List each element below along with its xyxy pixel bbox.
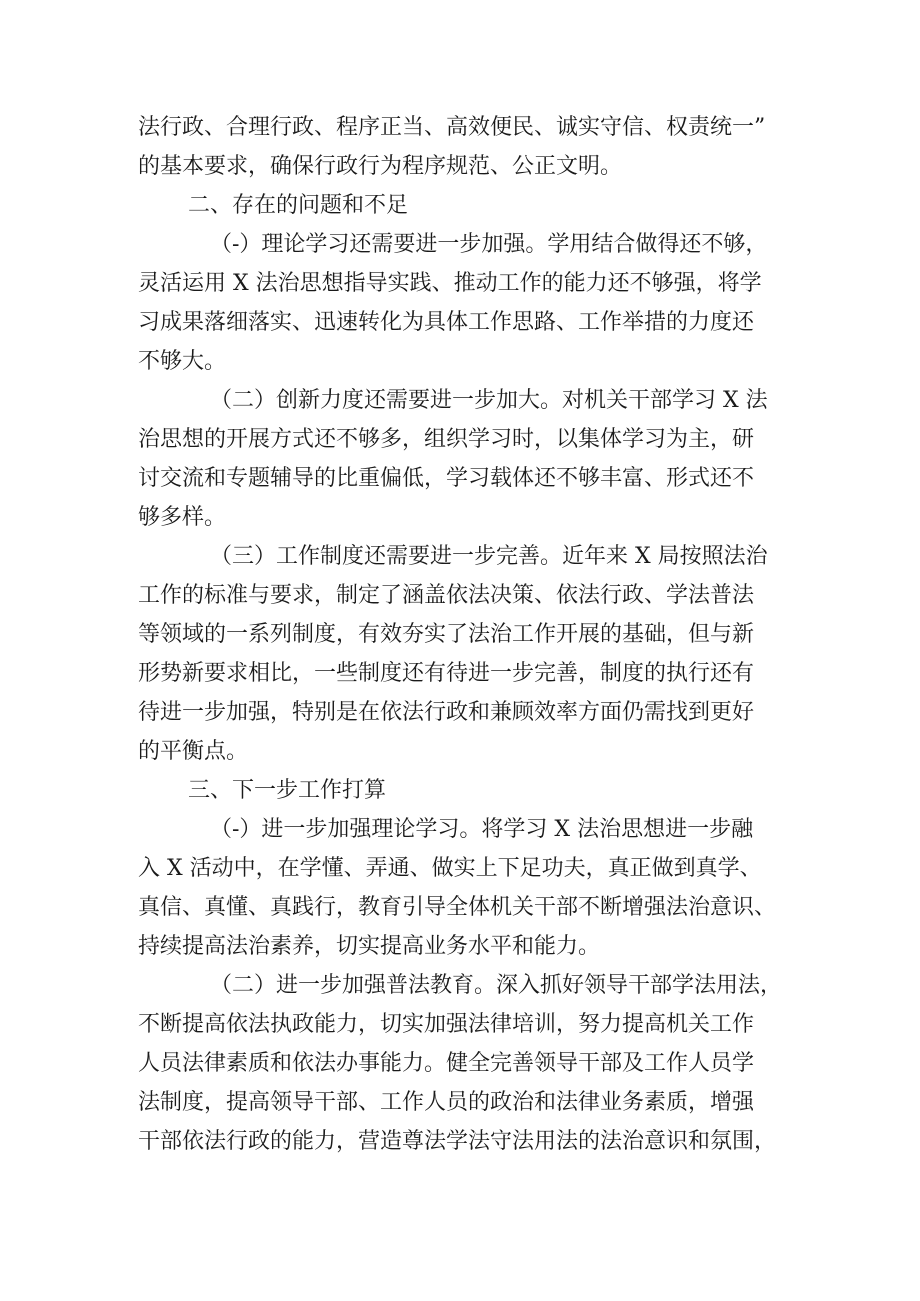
text-line: 习成果落细落实、迅速转化为具体工作思路、工作举措的力度还 (138, 310, 755, 335)
text-line: （三）工作制度还需要进一步完善。近年来 X 局按照法治 (210, 544, 768, 569)
document-body (138, 108, 786, 1161)
text-line: 入 X 活动中，在学懂、弄通、做实上下足功夫，真正做到真学、 (138, 856, 762, 881)
text-line: 治思想的开展方式还不够多，组织学习时，以集体学习为主，研 (138, 427, 755, 452)
text-line: 干部依法行政的能力，营造尊法学法守法用法的法治意识和氛围， (138, 1129, 777, 1154)
text-line: （-）进一步加强理论学习。将学习 X 法治思想进一步融 (210, 817, 754, 842)
text-line: 持续提高法治素养，切实提高业务水平和能力。 (138, 934, 601, 959)
text-line: 讨交流和专题辅导的比重偏低，学习载体还不够丰富、形式还不 (138, 466, 755, 491)
text-line: 的平衡点。 (138, 739, 249, 764)
text-line: 不断提高依法执政能力，切实加强法律培训，努力提高机关工作 (138, 1012, 755, 1037)
text-line: 待进一步加强，特别是在依法行政和兼顾效率方面仍需找到更好 (138, 700, 755, 725)
text-line: 的基本要求，确保行政行为程序规范、公正文明。 (138, 154, 623, 179)
text-line: 灵活运用 X 法治思想指导实践、推动工作的能力还不够强，将学 (138, 271, 762, 296)
text-line: 等领域的一系列制度，有效夯实了法治工作开展的基础，但与新 (138, 622, 755, 647)
text-line: 不够大。 (138, 349, 227, 374)
text-line: 法制度，提高领导干部、工作人员的政治和法律业务素质，增强 (138, 1090, 755, 1115)
section-heading: 二、存在的问题和不足 (188, 193, 409, 218)
text-line: （二）创新力度还需要进一步加大。对机关干部学习 X 法 (210, 388, 768, 413)
text-line: 真信、真懂、真践行，教育引导全体机关干部不断增强法治意识、 (138, 895, 777, 920)
text-line: 人员法律素质和依法办事能力。健全完善领导干部及工作人员学 (138, 1051, 755, 1076)
text-line: （-）理论学习还需要进一步加强。学用结合做得还不够， (210, 232, 768, 257)
section-heading: 三、下一步工作打算 (188, 778, 387, 803)
text-line: 法行政、合理行政、程序正当、高效便民、诚实守信、权责统一” (138, 115, 766, 140)
text-line: （二）进一步加强普法教育。深入抓好领导干部学法用法， (210, 973, 783, 998)
text-line: 工作的标准与要求，制定了涵盖依法决策、依法行政、学法普法 (138, 583, 755, 608)
text-line: 够多样。 (138, 505, 227, 530)
text-line: 形势新要求相比，一些制度还有待进一步完善，制度的执行还有 (138, 661, 755, 686)
